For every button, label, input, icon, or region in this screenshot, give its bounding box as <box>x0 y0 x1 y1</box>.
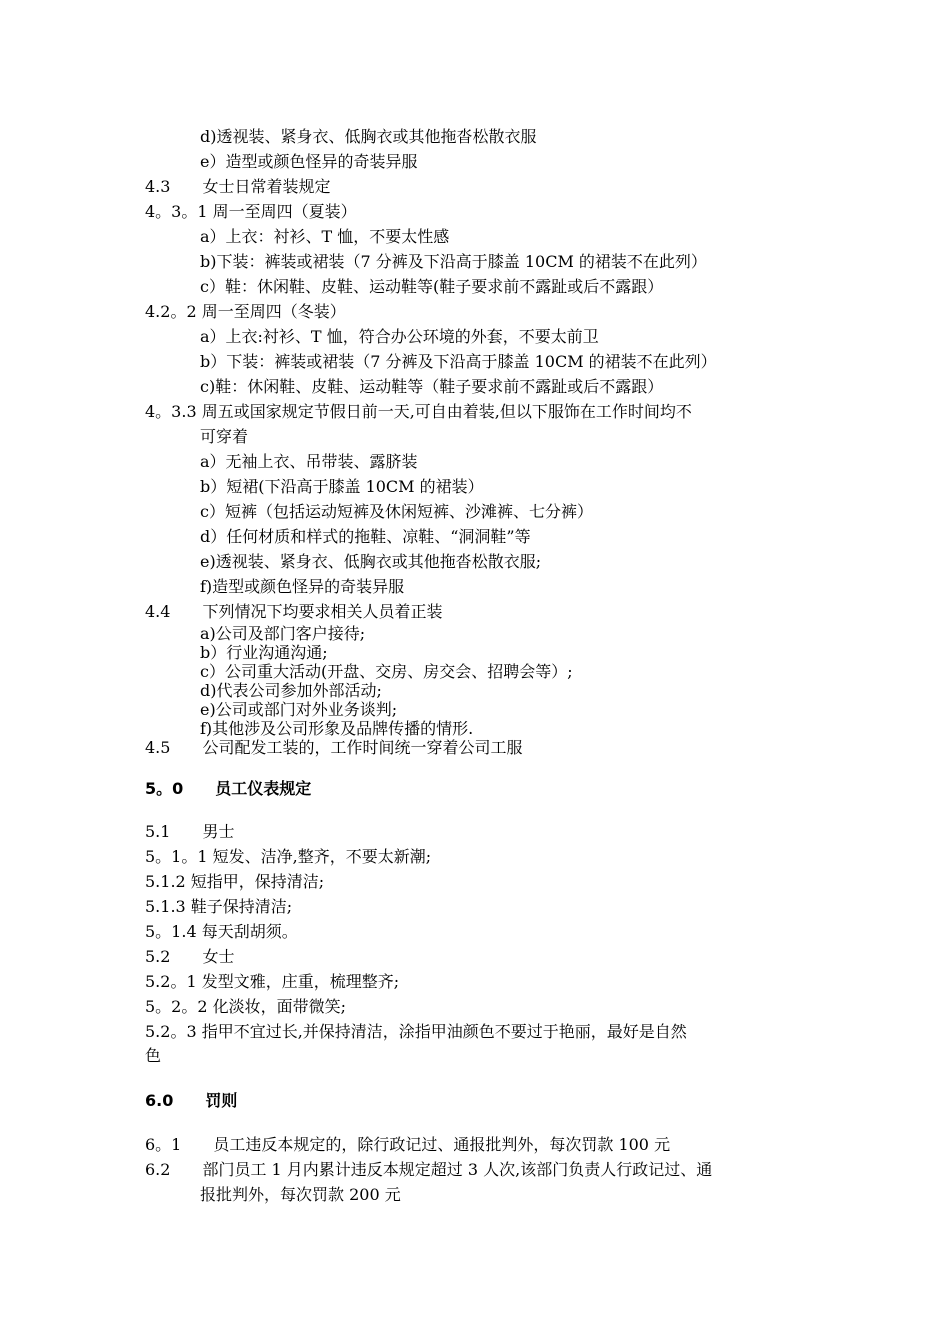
section-5-0-heading: 5。0 员工仪表规定 <box>145 779 312 798</box>
text-line-f-odd-clothes: f)造型或颜色怪异的奇装异服 <box>200 577 405 596</box>
section-4-5-heading: 4.5 公司配发工装的，工作时间统一穿着公司工服 <box>145 738 523 757</box>
text-line-d-slippers: d）任何材质和样式的拖鞋、凉鞋、“洞洞鞋”等 <box>200 527 531 546</box>
text-line-6-2-continuation: 报批判外，每次罚款 200 元 <box>200 1185 401 1204</box>
text-line-e-negotiation: e)公司或部门对外业务谈判; <box>200 700 398 719</box>
text-line-d-seethrough: d)透视装、紧身衣、低胸衣或其他拖沓松散衣服 <box>200 127 537 146</box>
text-line-c-winter-shoes: c)鞋：休闲鞋、皮鞋、运动鞋等（鞋子要求前不露趾或后不露跟） <box>200 377 664 396</box>
text-line-6-1: 6。1 员工违反本规定的，除行政记过、通报批判外，每次罚款 100 元 <box>145 1135 671 1154</box>
text-line-a-client: a)公司及部门客户接待; <box>200 624 366 643</box>
text-line-a-winter-top: a）上衣:衬衫、T 恤，符合办公环境的外套，不要太前卫 <box>200 327 599 346</box>
text-line-b-winter-bottom: b）下装：裤装或裙装（7 分裤及下沿高于膝盖 10CM 的裙装不在此列） <box>200 352 717 371</box>
section-5-2-heading: 5.2 女士 <box>145 947 235 966</box>
section-6-0-heading: 6.0 罚则 <box>145 1091 238 1110</box>
text-line-b-summer-bottom: b)下装：裤装或裙装（7 分裤及下沿高于膝盖 10CM 的裙装不在此列） <box>200 252 707 271</box>
section-4-3-3-heading: 4。3.3 周五或国家规定节假日前一天,可自由着装,但以下服饰在工作时间均不 <box>145 402 692 421</box>
text-line-5-1-3: 5.1.3 鞋子保持清洁; <box>145 897 293 916</box>
section-4-3-heading: 4.3 女士日常着装规定 <box>145 177 331 196</box>
text-line-5-2-3: 5.2。3 指甲不宜过长,并保持清洁，涂指甲油颜色不要过于艳丽，最好是自然 <box>145 1022 687 1041</box>
text-line-5-2-1: 5.2。1 发型文雅，庄重，梳理整齐; <box>145 972 400 991</box>
section-4-3-3-continuation: 可穿着 <box>200 427 249 446</box>
text-line-c-events: c）公司重大活动(开盘、交房、房交会、招聘会等）; <box>200 662 573 681</box>
text-line-5-2-3-continuation: 色 <box>145 1046 162 1065</box>
text-line-f-brand: f)其他涉及公司形象及品牌传播的情形. <box>200 719 474 738</box>
text-line-e-seethrough: e)透视装、紧身衣、低胸衣或其他拖沓松散衣服; <box>200 552 542 571</box>
section-4-2-2-heading: 4.2。2 周一至周四（冬装） <box>145 302 346 321</box>
text-line-5-2-2: 5。2。2 化淡妆，面带微笑; <box>145 997 347 1016</box>
section-5-1-heading: 5.1 男士 <box>145 822 235 841</box>
text-line-b-short-skirt: b）短裙(下沿高于膝盖 10CM 的裙装） <box>200 477 484 496</box>
text-line-5-1-2: 5.1.2 短指甲，保持清洁; <box>145 872 325 891</box>
text-line-6-2: 6.2 部门员工 1 月内累计违反本规定超过 3 人次,该部门负责人行政记过、通 <box>145 1160 713 1179</box>
text-line-e-odd-clothes: e）造型或颜色怪异的奇装异服 <box>200 152 418 171</box>
section-4-3-1-heading: 4。3。1 周一至周四（夏装） <box>145 202 357 221</box>
text-line-a-summer-top: a）上衣：衬衫、T 恤，不要太性感 <box>200 227 450 246</box>
section-4-4-heading: 4.4 下列情况下均要求相关人员着正装 <box>145 602 443 621</box>
text-line-a-sleeveless: a）无袖上衣、吊带装、露脐装 <box>200 452 418 471</box>
text-line-c-shorts: c）短裤（包括运动短裤及休闲短裤、沙滩裤、七分裤） <box>200 502 593 521</box>
text-line-c-summer-shoes: c）鞋：休闲鞋、皮鞋、运动鞋等(鞋子要求前不露趾或后不露跟） <box>200 277 664 296</box>
text-line-b-industry: b）行业沟通沟通; <box>200 643 328 662</box>
text-line-5-1-4: 5。1.4 每天刮胡须。 <box>145 922 298 941</box>
text-line-5-1-1: 5。1。1 短发、洁净,整齐，不要太新潮; <box>145 847 432 866</box>
text-line-d-external: d)代表公司参加外部活动; <box>200 681 382 700</box>
